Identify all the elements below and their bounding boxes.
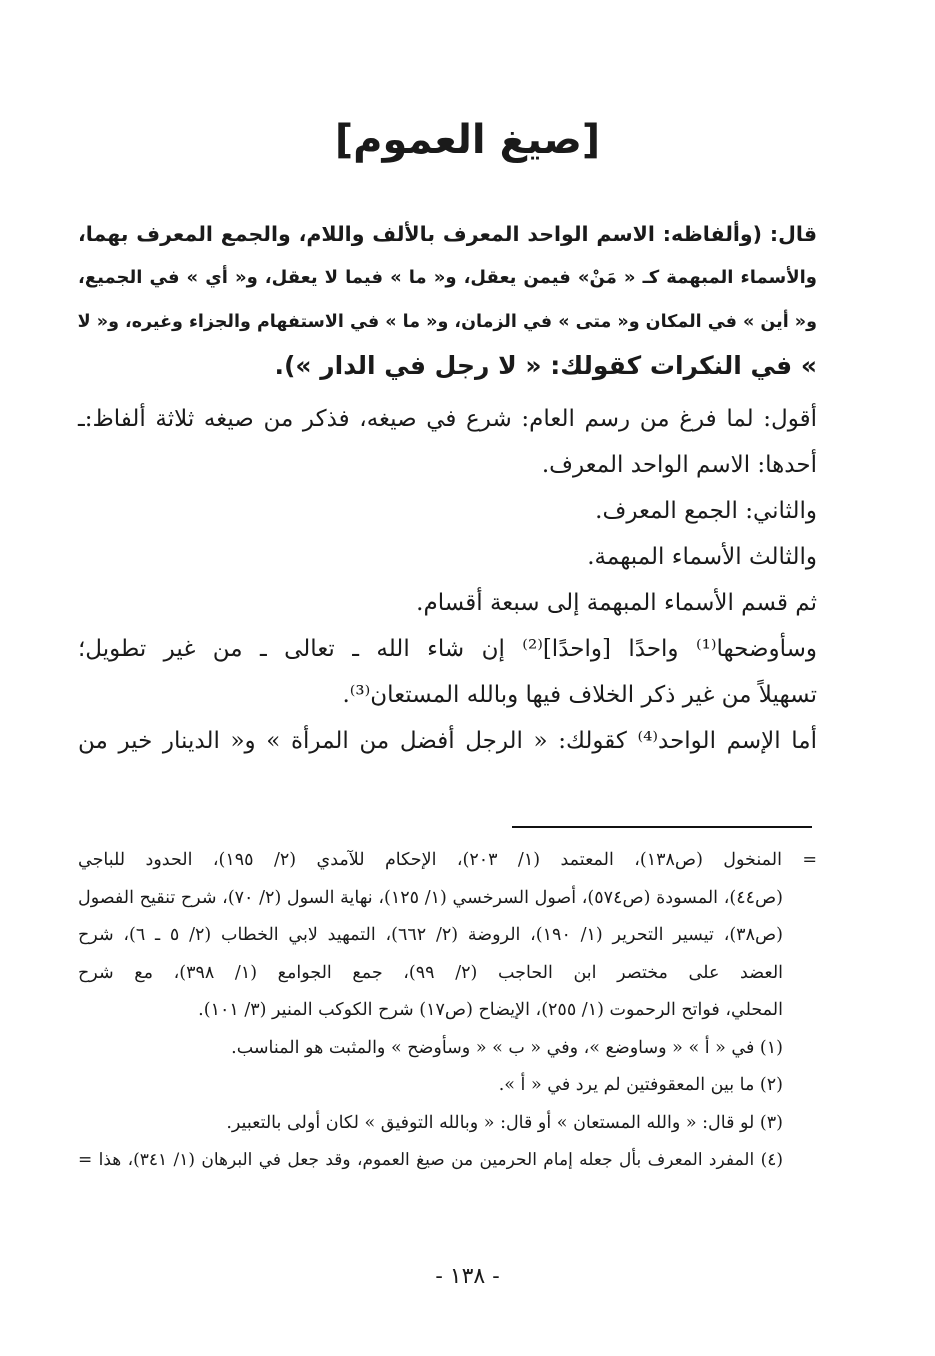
matn-line: قال: (وألفاظه: الاسم الواحد المعرف بالألف واللام، والجمع المعرف بهما، bbox=[78, 222, 817, 246]
body-line: والثالث الأسماء المبهمة. bbox=[587, 544, 817, 570]
footnote-line: = المنخول (ص١٣٨)، المعتمد (١/ ٢٠٣)، الإحكام للآمدي (٢/ ١٩٥)، الحدود للباجي bbox=[78, 850, 818, 870]
footnote-item: (٢) ما بين المعقوفتين لم يرد في « أ ». bbox=[498, 1075, 783, 1095]
matn-line: والأسماء المبهمة كـ « مَنْ» فيمن يعقل، و« ما » فيما لا يعقل، و« أي » في الجميع، bbox=[78, 267, 817, 288]
body-line: ثم قسم الأسماء المبهمة إلى سبعة أقسام. bbox=[416, 590, 817, 616]
footnote-line: (ص٣٨)، تيسير التحرير (١/ ١٩٠)، الروضة (٢/ ٦٦٢)، التمهيد لابي الخطاب (٢/ ٥ ـ ٦)، شرح bbox=[78, 925, 783, 945]
body-line: وسأوضحها⁽¹⁾ واحدًا [واحدًا]⁽²⁾ إن شاء الله ـ تعالى ـ من غير تطويل؛ bbox=[78, 636, 817, 662]
footnote-separator bbox=[512, 826, 812, 828]
body-line: أحدها: الاسم الواحد المعرف. bbox=[541, 452, 817, 478]
section-title: [صيغ العموم] bbox=[334, 117, 601, 163]
footnotes bbox=[78, 842, 817, 1180]
matn-line: و« أين » في المكان و« متى » في الزمان، و« ما » في الاستفهام والجزاء وغيره، و« لا bbox=[77, 312, 817, 332]
matn-quote bbox=[78, 212, 817, 388]
footnote-line: المحلي، فواتح الرحموت (١/ ٢٥٥)، الإيضاح (ص١٧) شرح الكوكب المنير (٣/ ١٠١). bbox=[198, 1000, 783, 1020]
body-line: أما الإسم الواحد⁽⁴⁾ كقولك: « الرجل أفضل من المرأة » و« الدينار خير من bbox=[78, 728, 817, 754]
body-line: والثاني: الجمع المعرف. bbox=[595, 498, 817, 524]
footnote-line: العضد على مختصر ابن الحاجب (٢/ ٩٩)، جمع الجوامع (١/ ٣٩٨)، مع شرح bbox=[78, 962, 784, 983]
commentary-body bbox=[78, 396, 817, 764]
footnote-item: (٤) المفرد المعرف بأل جعله إمام الحرمين من صيغ العموم، وقد جعل في البرهان (١/ ٣٤١)، هذا = bbox=[78, 1150, 783, 1170]
page-number: - ١٣٨ - bbox=[435, 1264, 500, 1289]
footnote-line: (ص٤٤)، المسودة (ص٥٧٤)، أصول السرخسي (١/ ١٢٥)، نهاية السول (٢/ ٧٠)، شرح تنقيح الفصول bbox=[78, 887, 783, 908]
footnote-item: (٣) لو قال: « والله المستعان » أو قال: « وبالله التوفيق » لكان أولى بالتعبير. bbox=[226, 1112, 783, 1133]
body-line: تسهيلاً من غير ذكر الخلاف فيها وبالله المستعان⁽³⁾. bbox=[342, 682, 817, 708]
matn-line: » في النكرات كقولك: « لا رجل في الدار »). bbox=[274, 351, 817, 380]
footnote-item: (١) في « أ » « وساوضع »، وفي « ب » « وسأوضح » والمثبت هو المناسب. bbox=[231, 1037, 783, 1058]
body-line: أقول: لما فرغ من رسم العام: شرع في صيغه، فذكر من صيغه ثلاثة ألفاظ:ـ bbox=[78, 406, 817, 432]
